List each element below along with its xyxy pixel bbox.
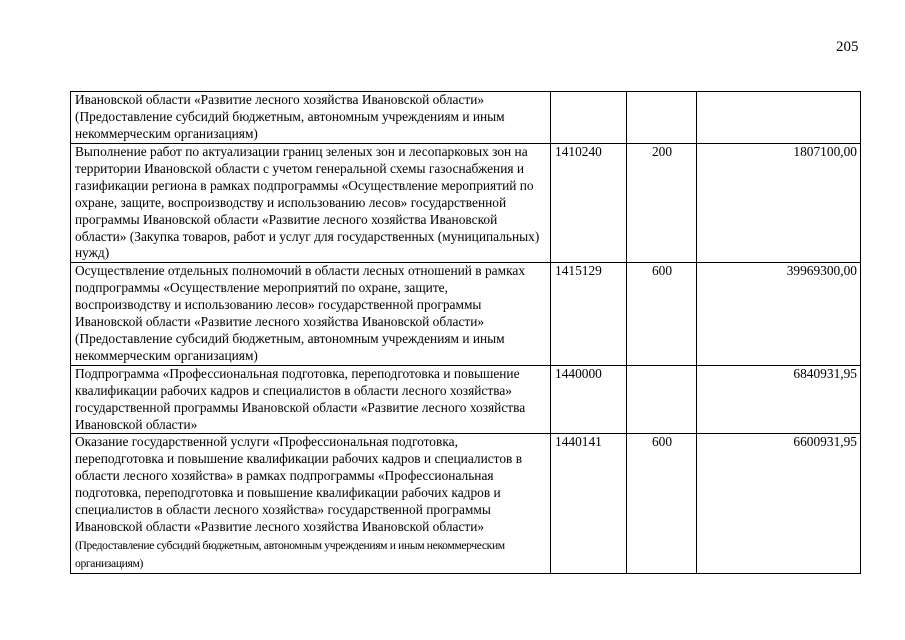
row-code: 1415129: [551, 263, 627, 365]
row-sum: [697, 92, 861, 144]
row-sum: 6600931,95: [697, 434, 861, 573]
budget-table: [70, 91, 861, 574]
row-sum: 6840931,95: [697, 365, 861, 434]
page-number: 205: [836, 39, 859, 55]
row-name: Выполнение работ по актуализации границ зеленых зон и лесопарковых зон на территории Ивановской области с учетом генеральной схемы газоснабжения и газификации региона в рамках подпрограммы «Осуществление мероприятий по охране, защите, воспроизводству и использованию лесов» государственной программы Ивановской области «Развитие лесного хозяйства Ивановской области» (Закупка товаров, работ и услуг для государственных (муниципальных) нужд): [71, 144, 551, 263]
table-row: [71, 144, 861, 263]
table-row: [71, 92, 861, 144]
row-code: 1440141: [551, 434, 627, 573]
row-type: [627, 365, 697, 434]
table-row: [71, 434, 861, 573]
row-type: 600: [627, 434, 697, 573]
table-row: [71, 263, 861, 365]
row-name-small: (Предоставление субсидий бюджетным, автономным учреждениям и иным некоммерческим организациям): [75, 538, 505, 570]
table-row: [71, 365, 861, 434]
row-sum: 39969300,00: [697, 263, 861, 365]
row-code: [551, 92, 627, 144]
row-name: [71, 434, 551, 573]
row-name: Ивановской области «Развитие лесного хозяйства Ивановской области» (Предоставление субсидий бюджетным, автономным учреждениям и иным некоммерческим организациям): [71, 92, 551, 144]
row-type: [627, 92, 697, 144]
row-code: 1440000: [551, 365, 627, 434]
row-type: 600: [627, 263, 697, 365]
row-name: Подпрограмма «Профессиональная подготовка, переподготовка и повышение квалификации рабочих кадров и специалистов в области лесного хозяйства» государственной программы Ивановской области «Развитие лесного хозяйства Ивановской области»: [71, 365, 551, 434]
row-code: 1410240: [551, 144, 627, 263]
row-name-main: Оказание государственной услуги «Профессиональная подготовка, переподготовка и повышение квалификации рабочих кадров и специалистов в области лесного хозяйства» в рамках подпрограммы «Профессиональная подготовка, переподготовка и повышение квалификации рабочих кадров и специалистов в области лесного хозяйства» государственной программы Ивановской области «Развитие лесного хозяйства Ивановской области»: [75, 434, 523, 534]
row-name: Осуществление отдельных полномочий в области лесных отношений в рамках подпрограммы «Осуществление мероприятий по охране, защите, воспроизводству и использованию лесов» государственной программы Ивановской области «Развитие лесного хозяйства Ивановской области» (Предоставление субсидий бюджетным, автономным учреждениям и иным некоммерческим организациям): [71, 263, 551, 365]
row-sum: 1807100,00: [697, 144, 861, 263]
row-type: 200: [627, 144, 697, 263]
